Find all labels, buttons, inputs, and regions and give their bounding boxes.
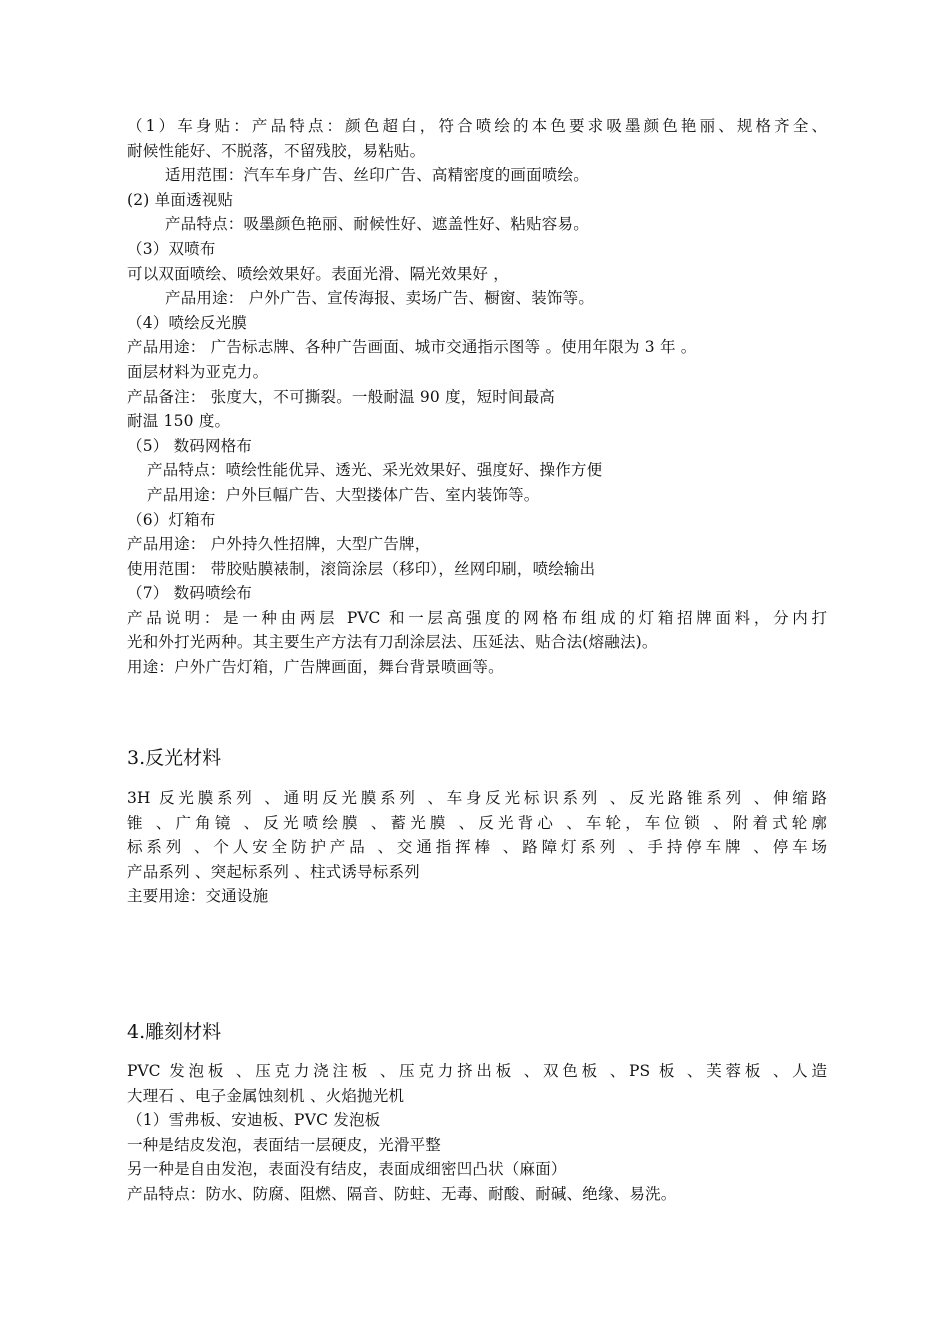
text-line: 产品备注： 张度大，不可撕裂。一般耐温 90 度，短时间最高: [127, 387, 556, 406]
text-line: 面层材料为亚克力。: [127, 362, 269, 381]
section-3-heading: 3.反光材料: [127, 747, 222, 769]
text-line: 可以双面喷绘、喷绘效果好。表面光滑、隔光效果好 ，: [127, 264, 509, 283]
section-4-body: [127, 1059, 827, 1207]
text-line: 产品用途： 广告标志牌、各种广告画面、城市交通指示图等 。使用年限为 3 年 。: [127, 338, 697, 357]
text-line: 主要用途：交通设施: [127, 887, 269, 906]
text-line: （6）灯箱布: [127, 510, 216, 529]
text-line: 标系列 、个人安全防护产品 、交通指挥棒 、路障灯系列 、手持停车牌 、停车场: [127, 838, 827, 857]
text-line: 光和外打光两种。其主要生产方法有刀刮涂层法、压延法、贴合法(熔融法)。: [127, 633, 658, 652]
text-line: 产品特点：喷绘性能优异、透光、采光效果好、强度好、操作方便: [147, 461, 603, 480]
text-line: （1）雪弗板、安迪板、PVC 发泡板: [127, 1111, 381, 1130]
text-line: 锥 、广角镜 、反光喷绘膜 、蓄光膜 、反光背心 、车轮，车位锁 、附着式轮廓: [127, 813, 827, 832]
section-3-body: [127, 786, 827, 909]
text-line: （7） 数码喷绘布: [127, 584, 253, 603]
text-line: （5） 数码网格布: [127, 436, 253, 455]
text-line: 产品用途：户外巨幅广告、大型搂体广告、室内装饰等。: [147, 485, 540, 504]
text-line: 大理石 、电子金属蚀刻机 、火焰抛光机: [127, 1086, 405, 1105]
text-line: 适用范围：汽车车身广告、丝印广告、高精密度的画面喷绘。: [165, 166, 589, 185]
text-line: 另一种是自由发泡，表面没有结皮，表面成细密凹凸状（麻面）: [127, 1160, 567, 1179]
text-line: 使用范围： 带胶贴膜裱制，滚筒涂层（移印），丝网印刷，喷绘输出: [127, 559, 596, 578]
text-line: 3H 反光膜系列 、通明反光膜系列 、车身反光标识系列 、反光路锥系列 、伸缩路: [127, 789, 827, 807]
text-line: （3）双喷布: [127, 239, 216, 258]
text-line: 产品用途： 户外持久性招牌，大型广告牌，: [127, 535, 431, 554]
text-line: （1）车身贴：产品特点：颜色超白，符合喷绘的本色要求吸墨颜色艳丽、规格齐全、: [127, 117, 827, 135]
text-line: 一种是结皮发泡，表面结一层硬皮，光滑平整: [127, 1135, 442, 1154]
text-line: 产品系列 、突起标系列 、柱式诱导标系列: [127, 862, 420, 881]
text-line: （4）喷绘反光膜: [127, 313, 247, 332]
text-line: 产品特点：吸墨颜色艳丽、耐候性好、遮盖性好、粘贴容易。: [165, 215, 589, 234]
section-4-heading: 4.雕刻材料: [127, 1021, 222, 1043]
text-line: 产品特点：防水、防腐、阻燃、隔音、防蛀、无毒、耐酸、耐碱、绝缘、易洗。: [127, 1184, 677, 1203]
text-line: 产品用途： 户外广告、宣传海报、卖场广告、橱窗、装饰等。: [165, 289, 595, 308]
text-line: 产品说明：是一种由两层 PVC 和一层高强度的网格布组成的灯箱招牌面料，分内打: [127, 608, 827, 627]
text-line: PVC 发泡板 、压克力浇注板 、压克力挤出板 、双色板 、PS 板 、芙蓉板 、人造: [127, 1062, 827, 1080]
product-list-section: [127, 114, 827, 680]
text-line: 耐候性能好、不脱落，不留残胶，易粘贴。: [127, 141, 426, 160]
text-line: (2) 单面透视贴: [127, 190, 234, 209]
text-line: 用途：户外广告灯箱，广告牌画面，舞台背景喷画等。: [127, 658, 504, 677]
text-line: 耐温 150 度。: [127, 412, 231, 431]
